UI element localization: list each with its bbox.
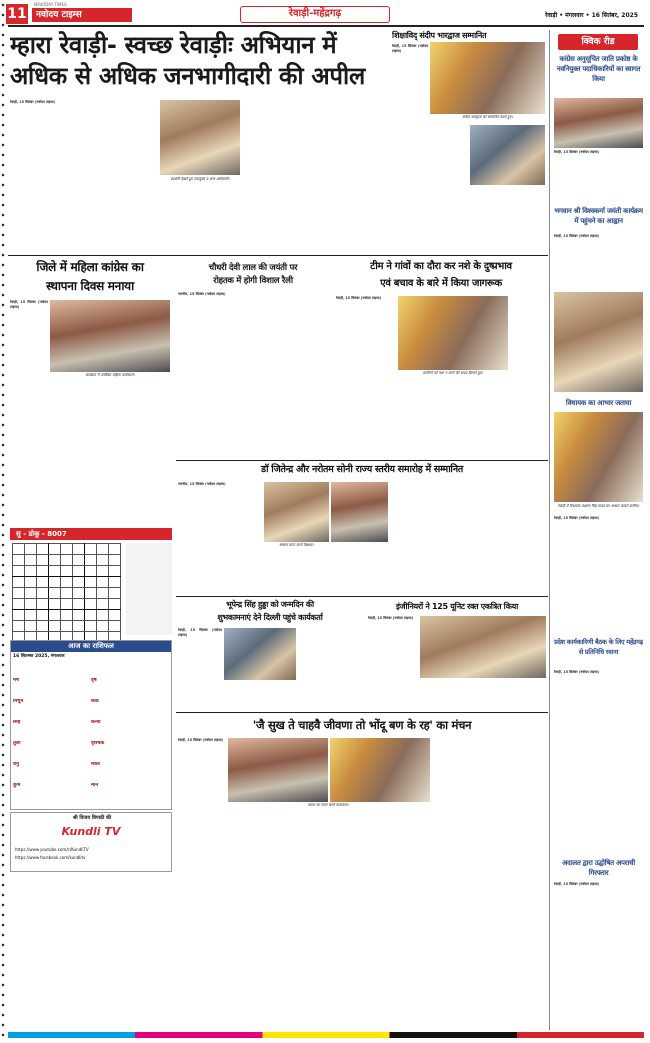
kundli-logo: Kundli TV — [61, 825, 121, 838]
congress-headline-line1: जिले में महिला कांग्रेस का — [36, 260, 144, 274]
edition-banner: रेवाड़ी-महेंद्रगढ़ — [240, 6, 390, 23]
sudoku-cell[interactable] — [73, 588, 85, 599]
rashifal-sign — [91, 741, 167, 761]
rashifal-sign-name: मिथुन — [13, 699, 24, 704]
state-honour-column-3 — [392, 482, 468, 592]
state-honour-column-1 — [178, 482, 262, 592]
sudoku-cell[interactable] — [61, 544, 73, 555]
quick-read-text-5 — [554, 882, 643, 1022]
congress-column-3 — [92, 383, 170, 525]
quick-read-headline-3: विधायक का आभार जताया — [565, 399, 632, 407]
play-dateline: रेवाड़ी, 15 सितंबर (नवोदय टाइम्स) — [178, 738, 224, 742]
rashifal-sign-name: सिंह — [13, 720, 21, 725]
lead-photo — [160, 100, 240, 175]
quick-read-text-2 — [554, 234, 643, 288]
sudoku-cell[interactable] — [85, 544, 97, 555]
date-line: रेवाड़ी • मंगलवार • 16 सितंबर, 2025 — [545, 12, 638, 19]
hooda-headline-line2: शुभकामनाएं देने दिल्ली पहुंचे कार्यकर्ता — [217, 613, 323, 622]
sudoku-cell[interactable] — [73, 577, 85, 588]
rally-column-2 — [256, 292, 330, 460]
rashifal-sign — [91, 783, 167, 803]
sudoku-cell[interactable] — [61, 577, 73, 588]
rally-headline-line1: चौधरी देवी लाल की जयंती पर — [208, 263, 298, 273]
lead-column-3 — [160, 190, 240, 252]
sudoku-cell[interactable] — [13, 610, 25, 621]
rashifal-sign-name: कर्क — [91, 699, 99, 704]
sudoku-cell[interactable] — [37, 577, 49, 588]
brand-logo: नवोदय टाइम्स — [32, 8, 132, 22]
hooda-column-1 — [178, 628, 222, 710]
rally-headline — [178, 262, 328, 290]
lead-column-5 — [318, 100, 388, 252]
congress-headline-line2: स्थापना दिवस मनाया — [46, 279, 134, 293]
play-photo-2 — [330, 738, 430, 802]
rashifal-sign — [13, 741, 89, 761]
sudoku-cell[interactable] — [85, 566, 97, 577]
band-rule-4 — [176, 712, 548, 713]
engineers-column-2 — [420, 680, 546, 710]
play-photo-caption: नाटक का मंचन करते कलाकार। — [307, 803, 349, 807]
congress-headline — [10, 258, 170, 298]
sudoku-row — [13, 599, 121, 610]
sudoku-cell[interactable] — [97, 621, 109, 632]
sudoku-cell[interactable] — [13, 599, 25, 610]
sudoku-cell[interactable] — [109, 555, 121, 566]
quick-read-dateline-1: रेवाड़ी, 15 सितंबर (नवोदय टाइम्स) — [554, 150, 600, 154]
sudoku-row — [13, 610, 121, 621]
lead-column-2 — [84, 100, 156, 252]
sudoku-cell[interactable] — [97, 555, 109, 566]
drug-headline-line1: टीम ने गांवों का दौरा कर नशे के दुष्प्रभाव — [370, 261, 512, 272]
rashifal-sign-name: मीन — [91, 783, 99, 788]
quick-read-sidebar — [549, 30, 644, 1030]
state-honour-photo-caption: सम्मान प्राप्त करते शिक्षक। — [279, 543, 314, 547]
hooda-headline-line1: भूपेन्द्र सिंह हुड्डा को जन्मदिन की — [226, 600, 314, 609]
engineers-photo — [420, 616, 546, 678]
sudoku-cell[interactable] — [85, 621, 97, 632]
sudoku-row — [13, 621, 121, 632]
sudoku-cell[interactable] — [109, 588, 121, 599]
sudoku-cell[interactable] — [49, 555, 61, 566]
rashifal-sign-name: वृश्चिक — [91, 741, 105, 746]
sudoku-cell[interactable] — [85, 610, 97, 621]
sudoku-cell[interactable] — [109, 577, 121, 588]
hooda-column-2 — [298, 628, 364, 710]
top-right-photo-1 — [430, 42, 545, 114]
sudoku-cell[interactable] — [49, 610, 61, 621]
page-edge-perforation — [0, 0, 6, 1043]
quick-read-dateline-5: रेवाड़ी, 15 सितंबर (नवोदय टाइम्स) — [554, 882, 600, 886]
page-number-badge: 11 — [7, 6, 27, 22]
lead-headline — [10, 30, 388, 96]
top-right-column-3 — [470, 188, 545, 250]
kundli-link-youtube[interactable]: https://www.youtube.com/c/KundliTV — [15, 847, 89, 852]
sudoku-cell[interactable] — [97, 544, 109, 555]
sudoku-cell[interactable] — [25, 621, 37, 632]
quick-read-text-4 — [554, 670, 643, 854]
sudoku-cell[interactable] — [85, 599, 97, 610]
rashifal-sign-name: मकर — [91, 762, 100, 767]
rashifal-sign-name: वृष — [91, 678, 97, 683]
kundli-ad — [10, 812, 172, 872]
drug-column-4 — [424, 380, 508, 456]
rashifal-sign — [13, 762, 89, 782]
sudoku-cell[interactable] — [49, 544, 61, 555]
play-headline: 'जै सुख ते चाहवै जीवणा तो भोंदू बण के रह' का मंचन — [252, 718, 472, 732]
rashifal-sign-name: कुंभ — [13, 783, 21, 788]
sudoku-cell[interactable] — [97, 566, 109, 577]
play-photo-1 — [228, 738, 328, 802]
sudoku-cell[interactable] — [49, 599, 61, 610]
sudoku-row — [13, 566, 121, 577]
sudoku-cell[interactable] — [37, 588, 49, 599]
quick-read-dateline-3: रेवाड़ी, 15 सितंबर (नवोदय टाइम्स) — [554, 516, 600, 520]
rashifal-sign — [91, 720, 167, 740]
hooda-headline — [176, 598, 364, 626]
sudoku-cell[interactable] — [61, 588, 73, 599]
quick-read-headline-1: कांग्रेस अनुसूचित जाति प्रकोष्ठ के नवनियुक्त पदाधिकारियों का स्वागत किया — [556, 55, 641, 83]
sudoku-cell[interactable] — [25, 599, 37, 610]
sudoku-cell[interactable] — [97, 599, 109, 610]
kundli-link-facebook[interactable]: https://www.facebook.com/kundlitv — [15, 855, 86, 860]
quick-read-headline-4: प्रदेश कार्यकारिणी बैठक के लिए महेंद्रगढ़ से प्रतिनिधि रवाना — [554, 638, 643, 656]
lead-headline-line2: अधिक से अधिक जनभागीदारी की अपील — [10, 62, 365, 90]
sudoku-cell[interactable] — [25, 555, 37, 566]
quick-read-text-3 — [554, 516, 643, 634]
play-column-2 — [432, 738, 488, 1028]
quick-read-headline-5: अदालत द्वारा उद्घोषित अपराधी गिरफ्तार — [562, 859, 635, 877]
top-right-column-2 — [392, 125, 467, 250]
sudoku-cell[interactable] — [97, 610, 109, 621]
sudoku-row — [13, 544, 121, 555]
top-right-photo-2 — [470, 125, 545, 185]
header-rule — [8, 25, 644, 27]
play-column-4 — [178, 820, 260, 1028]
kundli-bottom-text — [10, 876, 172, 1026]
play-column-5 — [262, 820, 344, 1028]
sudoku-cell[interactable] — [49, 588, 61, 599]
top-right-headline: शिक्षाविद् संदीप भारद्वाज सम्मानित — [392, 31, 487, 40]
sudoku-cell[interactable] — [61, 599, 73, 610]
congress-column-1 — [10, 300, 48, 372]
sudoku-cell[interactable] — [73, 621, 85, 632]
band-rule-1 — [8, 255, 548, 256]
hooda-dateline: रेवाड़ी, 15 सितंबर (नवोदय टाइम्स) — [178, 628, 222, 638]
sudoku-cell[interactable] — [49, 621, 61, 632]
top-right-column-1 — [392, 44, 428, 114]
congress-column-2 — [10, 383, 88, 525]
quick-read-photo-3 — [554, 412, 643, 502]
sudoku-cell[interactable] — [85, 577, 97, 588]
kundli-heading: श्री विजय त्रिपाठी की — [72, 815, 112, 821]
sudoku-cell[interactable] — [13, 555, 25, 566]
state-honour-photo-2 — [331, 482, 388, 542]
rashifal-sign — [91, 762, 167, 782]
congress-photo — [50, 300, 170, 372]
sudoku-cell[interactable] — [37, 621, 49, 632]
sudoku-cell[interactable] — [109, 544, 121, 555]
rashifal-sign — [91, 678, 167, 698]
lead-column-4 — [244, 100, 314, 252]
sudoku-cell[interactable] — [49, 566, 61, 577]
sudoku-cell[interactable] — [73, 566, 85, 577]
sudoku-cell[interactable] — [37, 599, 49, 610]
sudoku-cell[interactable] — [109, 621, 121, 632]
sudoku-cell[interactable] — [49, 577, 61, 588]
engineers-headline: इंजीनियरों ने 125 यूनिट रक्त एकत्रित किया — [395, 602, 519, 611]
drug-column-1 — [336, 296, 396, 370]
quick-read-dateline-2: रेवाड़ी, 15 सितंबर (नवोदय टाइम्स) — [554, 234, 600, 238]
rashifal-intro — [13, 662, 169, 676]
drug-dateline: रेवाड़ी, 15 सितंबर (नवोदय टाइम्स) — [336, 296, 382, 300]
play-column-3 — [490, 738, 546, 1028]
drug-headline — [336, 258, 546, 294]
sudoku-cell[interactable] — [61, 621, 73, 632]
quick-read-headline-2: भगवान श्री विश्वकर्मा जयंती कार्यक्रम में पहुंचने का आह्वान — [554, 207, 643, 225]
congress-photo-caption: कार्यक्रम में उपस्थित महिला कार्यकर्ता। — [85, 373, 135, 377]
drug-column-3 — [336, 380, 420, 456]
rashifal-sign-name: तुला — [13, 741, 21, 746]
drug-photo-caption: ग्रामीणों को नशा न करने की शपथ दिलाते हुए। — [423, 371, 483, 375]
masthead — [0, 0, 650, 26]
rashifal-sign-name: मेष — [13, 678, 19, 683]
sudoku-cell[interactable] — [25, 588, 37, 599]
sudoku-cell[interactable] — [109, 566, 121, 577]
rashifal-date: 16 सितम्बर 2025, मंगलवार — [13, 654, 65, 659]
rally-column-1 — [178, 292, 252, 460]
play-column-1 — [178, 738, 226, 818]
play-column-6 — [346, 820, 428, 1028]
quick-read-dateline-4: रेवाड़ी, 15 सितंबर (नवोदय टाइम्स) — [554, 670, 600, 674]
rashifal-sign — [13, 678, 89, 698]
sudoku-cell[interactable] — [61, 566, 73, 577]
color-bar-bottom — [8, 1032, 644, 1038]
rashifal-sign-name: कन्या — [91, 720, 101, 725]
sudoku-panel — [10, 528, 172, 638]
brand-small: NAVODAY TIMES — [34, 2, 67, 7]
sudoku-row — [13, 555, 121, 566]
state-honour-column-4 — [472, 482, 546, 592]
sudoku-cell[interactable] — [13, 544, 25, 555]
sudoku-cell[interactable] — [73, 599, 85, 610]
hooda-column-3 — [224, 682, 296, 710]
sudoku-cell[interactable] — [37, 555, 49, 566]
quick-read-photo-2 — [554, 292, 643, 392]
sudoku-grid[interactable] — [12, 543, 121, 643]
rashifal-grid — [13, 678, 169, 808]
rashifal-sign-name: धनु — [13, 762, 19, 767]
lead-headline-line1: म्हारा रेवाड़ी- स्वच्छ रेवाड़ीः अभियान में — [10, 31, 337, 59]
top-right-dateline: रेवाड़ी, 15 सितंबर (नवोदय टाइम्स) — [392, 44, 428, 54]
sudoku-cell[interactable] — [37, 544, 49, 555]
congress-dateline: रेवाड़ी, 15 सितंबर (नवोदय टाइम्स) — [10, 300, 48, 310]
sudoku-cell[interactable] — [13, 566, 25, 577]
sudoku-cell[interactable] — [73, 610, 85, 621]
sudoku-cell[interactable] — [97, 577, 109, 588]
rashifal-sign — [13, 783, 89, 803]
rashifal-sign — [13, 720, 89, 740]
sudoku-cell[interactable] — [13, 621, 25, 632]
sudoku-cell[interactable] — [13, 588, 25, 599]
rashifal-title: आज का राशिफल — [11, 641, 171, 652]
hooda-photo — [224, 628, 296, 680]
sudoku-cell[interactable] — [85, 555, 97, 566]
quick-read-photo-caption-3: रेवाड़ी में विधायक लक्ष्मण सिंह यादव का आभार जताते ग्रामीण। — [557, 504, 640, 508]
state-honour-dateline: नारनौल, 15 सितंबर (नवोदय टाइम्स) — [178, 482, 226, 486]
sudoku-cell[interactable] — [73, 555, 85, 566]
sudoku-cell[interactable] — [25, 544, 37, 555]
rashifal-sign — [91, 699, 167, 719]
sudoku-cell[interactable] — [37, 566, 49, 577]
rashifal-sign — [13, 699, 89, 719]
quick-read-text-1 — [554, 150, 643, 204]
lead-column-1 — [10, 100, 80, 252]
rally-dateline: नारनौल, 15 सितंबर (नवोदय टाइम्स) — [178, 292, 226, 296]
engineers-column-1 — [368, 616, 418, 710]
state-honour-headline: डॉ जितेन्द्र और नरोतम सोनी राज्य स्तरीय समारोह में सम्मानित — [261, 464, 463, 475]
drug-column-2 — [510, 296, 546, 456]
state-honour-photo-1 — [264, 482, 329, 542]
drug-photo — [398, 296, 508, 370]
quick-read-photo-1 — [554, 98, 643, 148]
sudoku-cell[interactable] — [25, 577, 37, 588]
sudoku-cell[interactable] — [25, 610, 37, 621]
state-honour-column-2 — [264, 552, 388, 592]
sudoku-row — [13, 577, 121, 588]
engineers-dateline: रेवाड़ी, 15 सितंबर (नवोदय टाइम्स) — [368, 616, 414, 620]
band-rule-3 — [176, 596, 548, 597]
rashifal-panel — [10, 640, 172, 810]
sudoku-cell[interactable] — [13, 577, 25, 588]
band-rule-2 — [176, 460, 548, 461]
sudoku-cell[interactable] — [109, 599, 121, 610]
lead-photo-caption: प्रदर्शनी देखते हुए उपायुक्त व अन्य अधिकारी। — [170, 177, 230, 181]
lead-dateline: रेवाड़ी, 15 सितंबर (नवोदय टाइम्स) — [10, 100, 56, 104]
top-right-photo-caption: संदीप भारद्वाज को सम्मानित करते हुए। — [462, 115, 513, 119]
sudoku-title: सु - डोकू - 8007 — [10, 528, 172, 540]
sudoku-row — [13, 588, 121, 599]
sudoku-cell[interactable] — [25, 566, 37, 577]
sudoku-cell[interactable] — [61, 610, 73, 621]
sudoku-cell[interactable] — [97, 588, 109, 599]
drug-headline-line2: एवं बचाव के बारे में किया जागरूक — [380, 278, 502, 289]
sudoku-cell[interactable] — [37, 610, 49, 621]
quick-read-badge: क्विक रीड — [558, 34, 638, 50]
rally-headline-line2: रोहतक में होगी विशाल रैली — [213, 276, 293, 286]
sudoku-answer-area — [126, 543, 172, 635]
sudoku-cell[interactable] — [61, 555, 73, 566]
sudoku-cell[interactable] — [73, 544, 85, 555]
sudoku-cell[interactable] — [109, 610, 121, 621]
sudoku-cell[interactable] — [85, 588, 97, 599]
